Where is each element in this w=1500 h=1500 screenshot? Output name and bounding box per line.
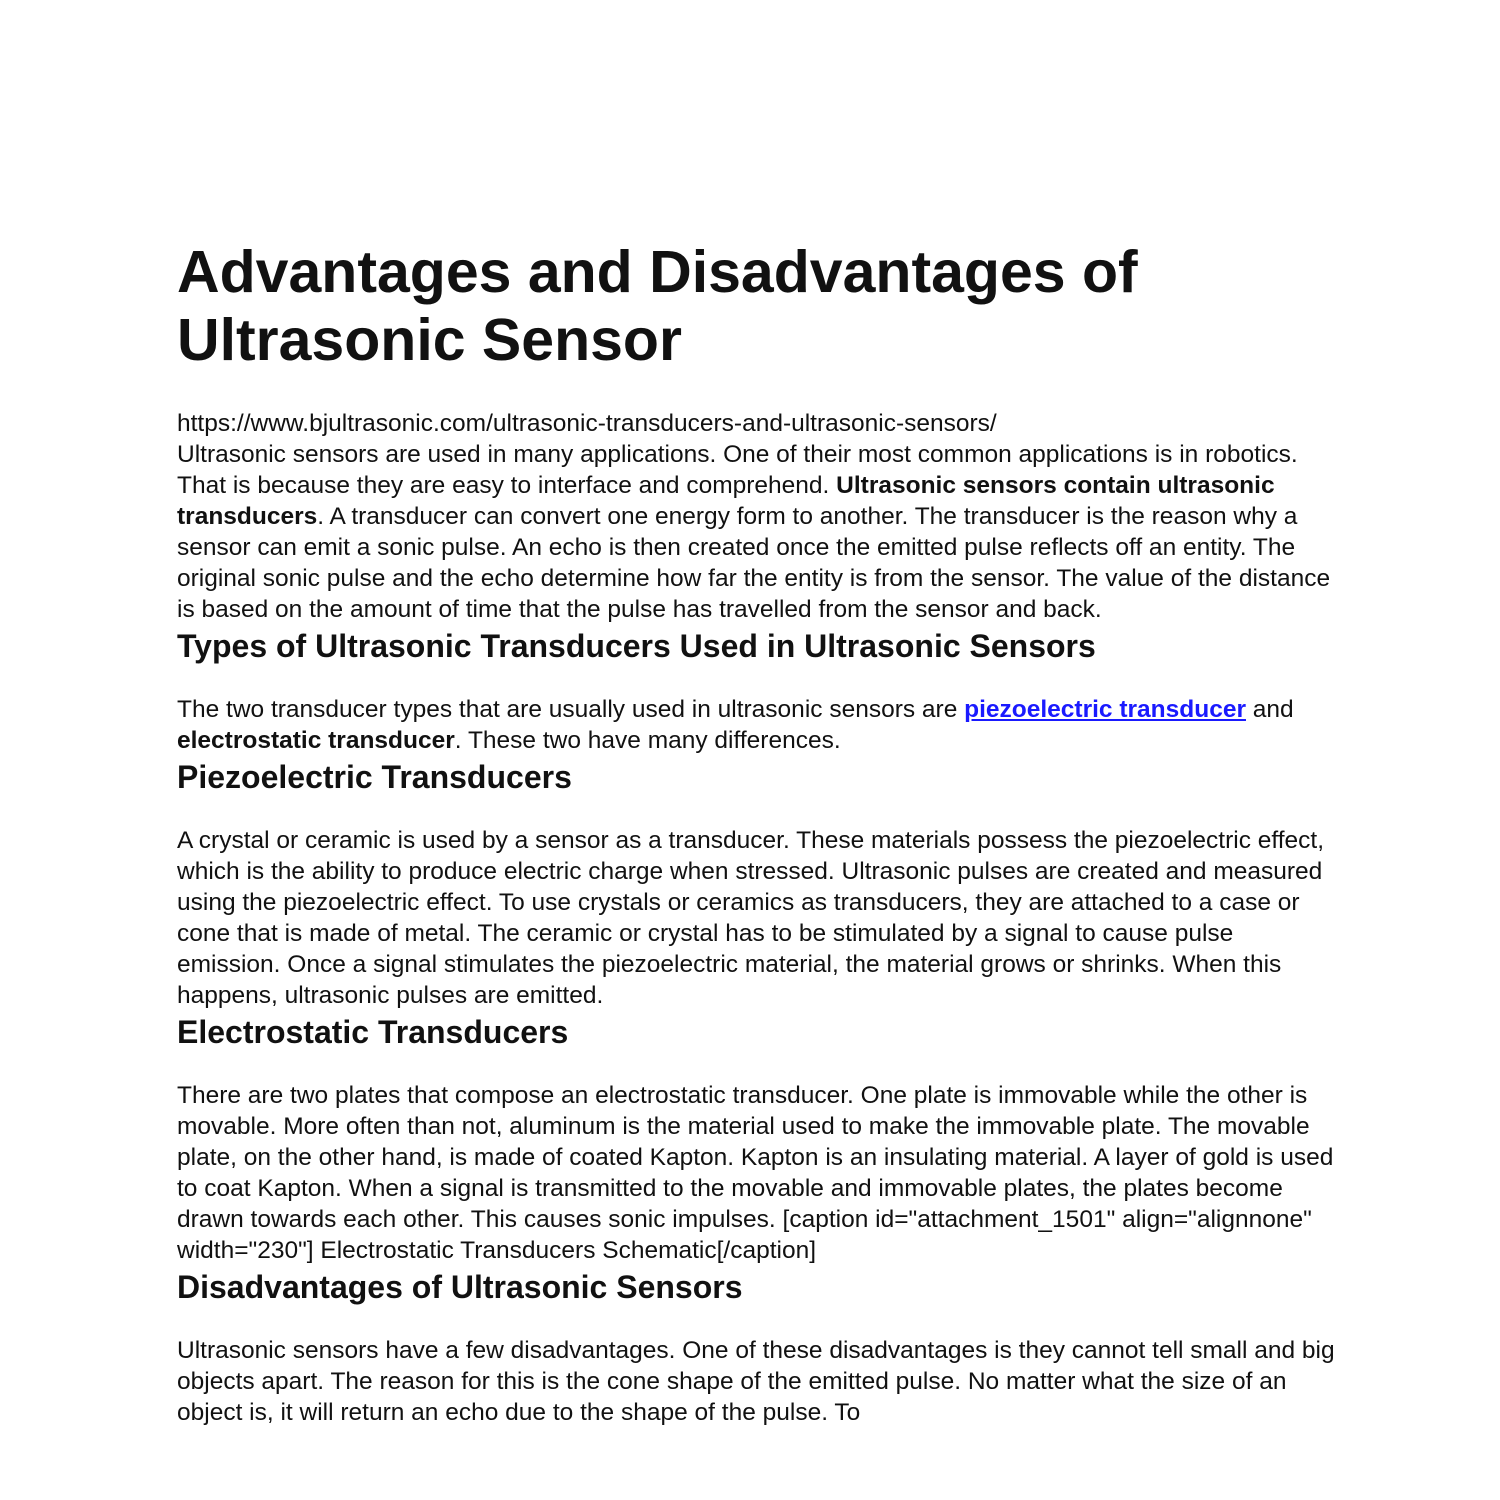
types-text-1: The two transducer types that are usually used in ultrasonic sensors are (177, 696, 965, 723)
piezo-paragraph: A crystal or ceramic is used by a sensor as a transducer. These materials possess the piezoelectric effect, which is the ability to produce electric charge when stressed. Ultrasonic pulses are created and measured using the piezoelectric effect. To use crystals or ceramics as transducers, they are attached to a case or cone that is made of metal. The ceramic or crystal has to be stimulated by a signal to cause pulse emission. Once a signal stimulates the piezoelectric material, the material grows or shrinks. When this happens, ultrasonic pulses are emitted. (177, 827, 1325, 1009)
disadvantages-paragraph: Ultrasonic sensors have a few disadvantages. One of these disadvantages is they cannot tell small and big objects apart. The reason for this is the cone shape of the emitted pulse. No matter what the size of an object is, it will return an echo due to the shape of the pulse. To (177, 1337, 1335, 1426)
intro-paragraph (177, 408, 1337, 625)
piezoelectric-transducer-link[interactable]: piezoelectric transducer (964, 696, 1246, 723)
piezo-heading: Piezoelectric Transducers (177, 759, 572, 795)
types-text-3: . These two have many differences. (454, 727, 841, 754)
types-bold-text: electrostatic transducer (177, 727, 455, 754)
types-paragraph (177, 694, 1337, 756)
types-heading: Types of Ultrasonic Transducers Used in Ultrasonic Sensors (177, 628, 1096, 664)
electro-paragraph: There are two plates that compose an electrostatic transducer. One plate is immovable while the other is movable. More often than not, aluminum is the material used to make the immovable plate. The movable plate, on the other hand, is made of coated Kapton. Kapton is an insulating material. A layer of gold is used to coat Kapton. When a signal is transmitted to the movable and immovable plates, the plates become drawn towards each other. This causes sonic impulses. [caption id="attachment_1501" align="alignnone" width="230"] Electrostatic Transducers Schematic[/caption] (177, 1082, 1334, 1264)
types-text-2: and (1245, 696, 1294, 723)
document-page (177, 238, 1337, 1428)
intro-text-2: . A transducer can convert one energy form to another. The transducer is the reason why a sensor can emit a sonic pulse. An echo is then created once the emitted pulse reflects off an entity. The original sonic pulse and the echo determine how far the entity is from the sensor. The value of the distance is based on the amount of time that the pulse has travelled from the sensor and back. (177, 503, 1331, 623)
intro-text-1: Ultrasonic sensors are used in many applications. One of their most common applications is in robotics. That is because they are easy to interface and comprehend. (177, 441, 1298, 499)
source-url: https://www.bjultrasonic.com/ultrasonic-transducers-and-ultrasonic-sensors/ (177, 410, 997, 437)
disadvantages-heading: Disadvantages of Ultrasonic Sensors (177, 1269, 743, 1305)
page-title: Advantages and Disadvantages of Ultrasonic Sensor (177, 239, 1138, 373)
intro-bold-text: Ultrasonic sensors contain ultrasonic transducers (177, 472, 1275, 530)
electro-heading: Electrostatic Transducers (177, 1014, 569, 1050)
